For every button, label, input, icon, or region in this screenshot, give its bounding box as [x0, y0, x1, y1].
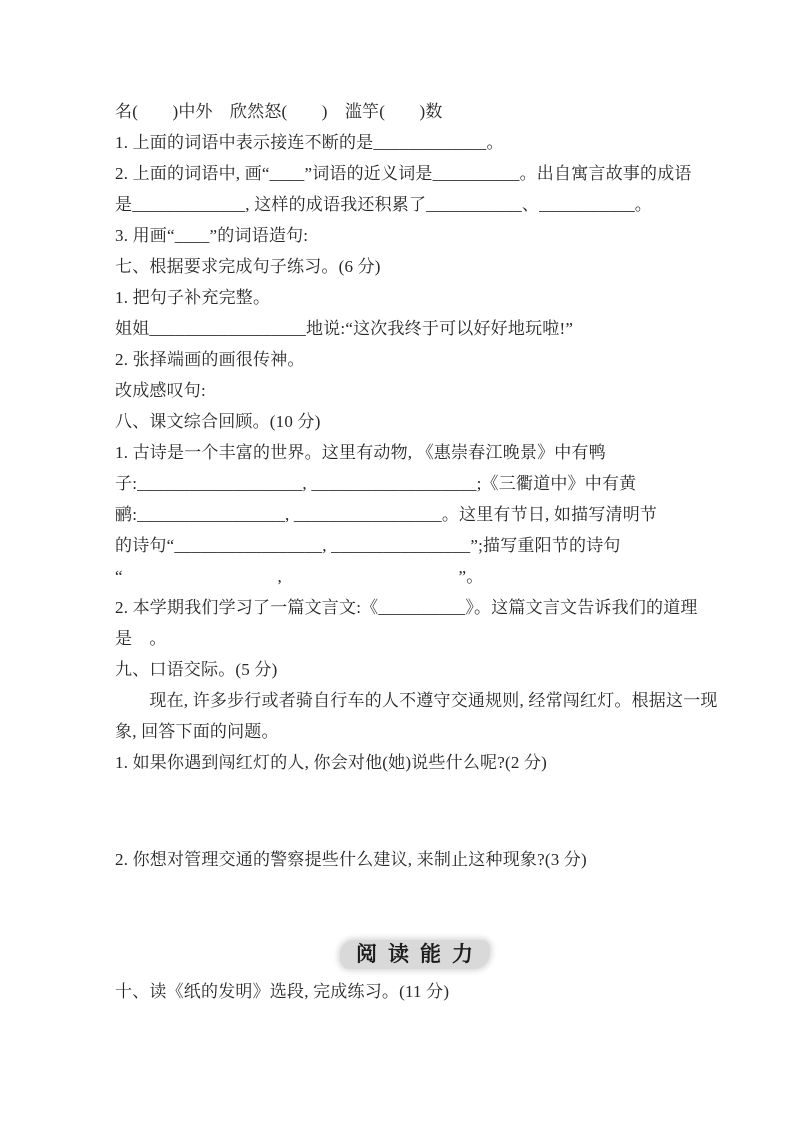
section-10-title: 十、读《纸的发明》选段, 完成练习。(11 分): [115, 982, 450, 1001]
question-8-1-line-3: 鹂:_________________, _________________。这里有节日, 如描写清明节: [115, 505, 658, 524]
question-9-2: 2. 你想对管理交通的警察提些什么建议, 来制止这种现象?(3 分): [115, 850, 587, 869]
question-8-1-line-2: 子:___________________, ___________________;《三衢道中》中有黄: [115, 474, 637, 493]
section-7-title: 七、根据要求完成句子练习。(6 分): [115, 257, 381, 276]
reading-ability-heading-text: 阅读能力: [340, 940, 490, 969]
question-7-1-sentence: 姐姐__________________地说:“这次我终于可以好好地玩啦!”: [115, 319, 574, 338]
question-7-1-prompt: 1. 把句子补充完整。: [115, 288, 271, 307]
question-9-intro-line-2: 象, 回答下面的问题。: [115, 722, 279, 741]
question-8-2-line-1: 2. 本学期我们学习了一篇文言文:《__________》。这篇文言文告诉我们的道理: [115, 598, 698, 617]
question-6-2-line-1: 2. 上面的词语中, 画“____”词语的近义词是__________。出自寓言故事的成语: [115, 164, 692, 183]
word-bank-line: 名( )中外 欣然怒( ) 滥竽( )数: [115, 102, 443, 121]
question-6-3: 3. 用画“____”的词语造句:: [115, 226, 309, 245]
answer-space: [115, 875, 715, 938]
question-8-2-line-2: 是 。: [115, 629, 167, 648]
reading-ability-heading: [115, 938, 715, 976]
question-7-2-prompt: 改成感叹句:: [115, 381, 206, 400]
section-9-title: 九、口语交际。(5 分): [115, 660, 278, 679]
question-9-intro-line-1: 现在, 许多步行或者骑自行车的人不遵守交通规则, 经常闯红灯。根据这一现: [115, 691, 718, 710]
question-6-1: 1. 上面的词语中表示接连不断的是_____________。: [115, 133, 504, 152]
question-8-1-line-4: 的诗句“_________________, ________________”;描写重阳节的诗句: [115, 536, 621, 555]
question-8-1-line-1: 1. 古诗是一个丰富的世界。这里有动物, 《惠崇春江晚景》中有鸭: [115, 443, 606, 462]
question-8-1-line-5: “ , ”。: [115, 567, 484, 586]
question-7-2-sentence: 2. 张择端画的画很传神。: [115, 350, 305, 369]
answer-space: [115, 778, 715, 844]
question-6-2-line-2: 是_____________, 这样的成语我还积累了___________、___________。: [115, 195, 652, 214]
section-8-title: 八、课文综合回顾。(10 分): [115, 412, 321, 431]
question-9-1: 1. 如果你遇到闯红灯的人, 你会对他(她)说些什么呢?(2 分): [115, 753, 548, 772]
